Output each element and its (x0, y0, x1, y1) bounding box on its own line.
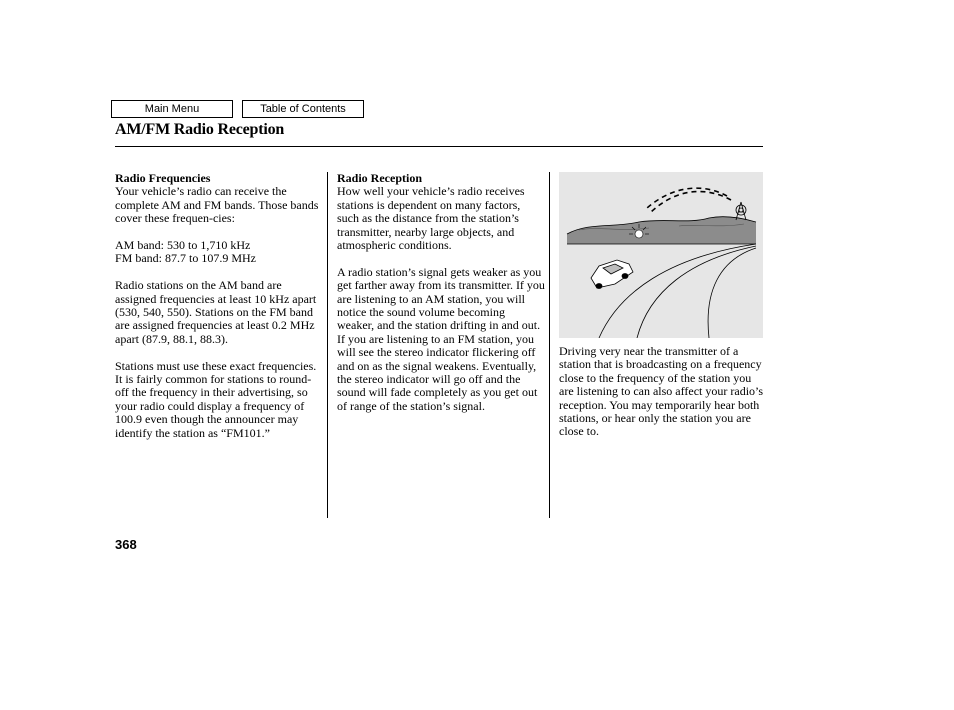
paragraph: Driving very near the transmitter of a station that is broadcasting on a frequency close to the frequency of the station you are listening to can also affect your radio’s reception. You may temporarily hear both stations, or hear only the station you are close to. (559, 344, 764, 439)
section-heading: Radio Frequencies (115, 171, 211, 185)
paragraph: Radio stations on the AM band are assigned frequencies at least 10 kHz apart (530, 540, 550). Stations on the FM band are assigned frequencies at least 0.2 MHz apart (87.9, 88.1, 88.3). (115, 278, 317, 346)
paragraph: Your vehicle’s radio can receive the complete AM and FM bands. Those bands cover these frequen-cies: (115, 184, 319, 226)
column-divider (327, 172, 328, 518)
page-title: AM/FM Radio Reception (115, 121, 285, 138)
column-nearby-transmitter (559, 345, 767, 452)
paragraph: A radio station’s signal gets weaker as you get farther away from its transmitter. If you are listening to an AM station, you will notice the sound volume becoming weaker, and the station drifting in and out. If you are listening to an FM station, you will see the stereo indicator flickering off and on as the signal weakens. Eventually, the stereo indicator will go off and the sound will fade completely as you get out of range of the station’s signal. (337, 264, 545, 413)
column-radio-frequencies (115, 172, 323, 453)
main-menu-button[interactable]: Main Menu (111, 100, 233, 118)
title-divider (115, 146, 763, 147)
frequency-bands: AM band: 530 to 1,710 kHz FM band: 87.7 to 107.9 MHz (115, 238, 256, 266)
paragraph: How well your vehicle’s radio receives stations is dependent on many factors, such as the distance from the station’s transmitter, nearby large objects, and atmospheric conditions. (337, 184, 525, 253)
radio-reception-illustration (559, 172, 763, 338)
page-number: 368 (115, 537, 137, 552)
paragraph: Stations must use these exact frequencies. It is fairly common for stations to round-off the frequency in their advertising, so your radio could display a frequency of 100.9 even though the announcer may identify the station as “FM101.” (115, 358, 317, 440)
section-heading: Radio Reception (337, 171, 422, 185)
column-radio-reception (337, 172, 545, 427)
column-divider (549, 172, 550, 518)
table-of-contents-button[interactable]: Table of Contents (242, 100, 364, 118)
